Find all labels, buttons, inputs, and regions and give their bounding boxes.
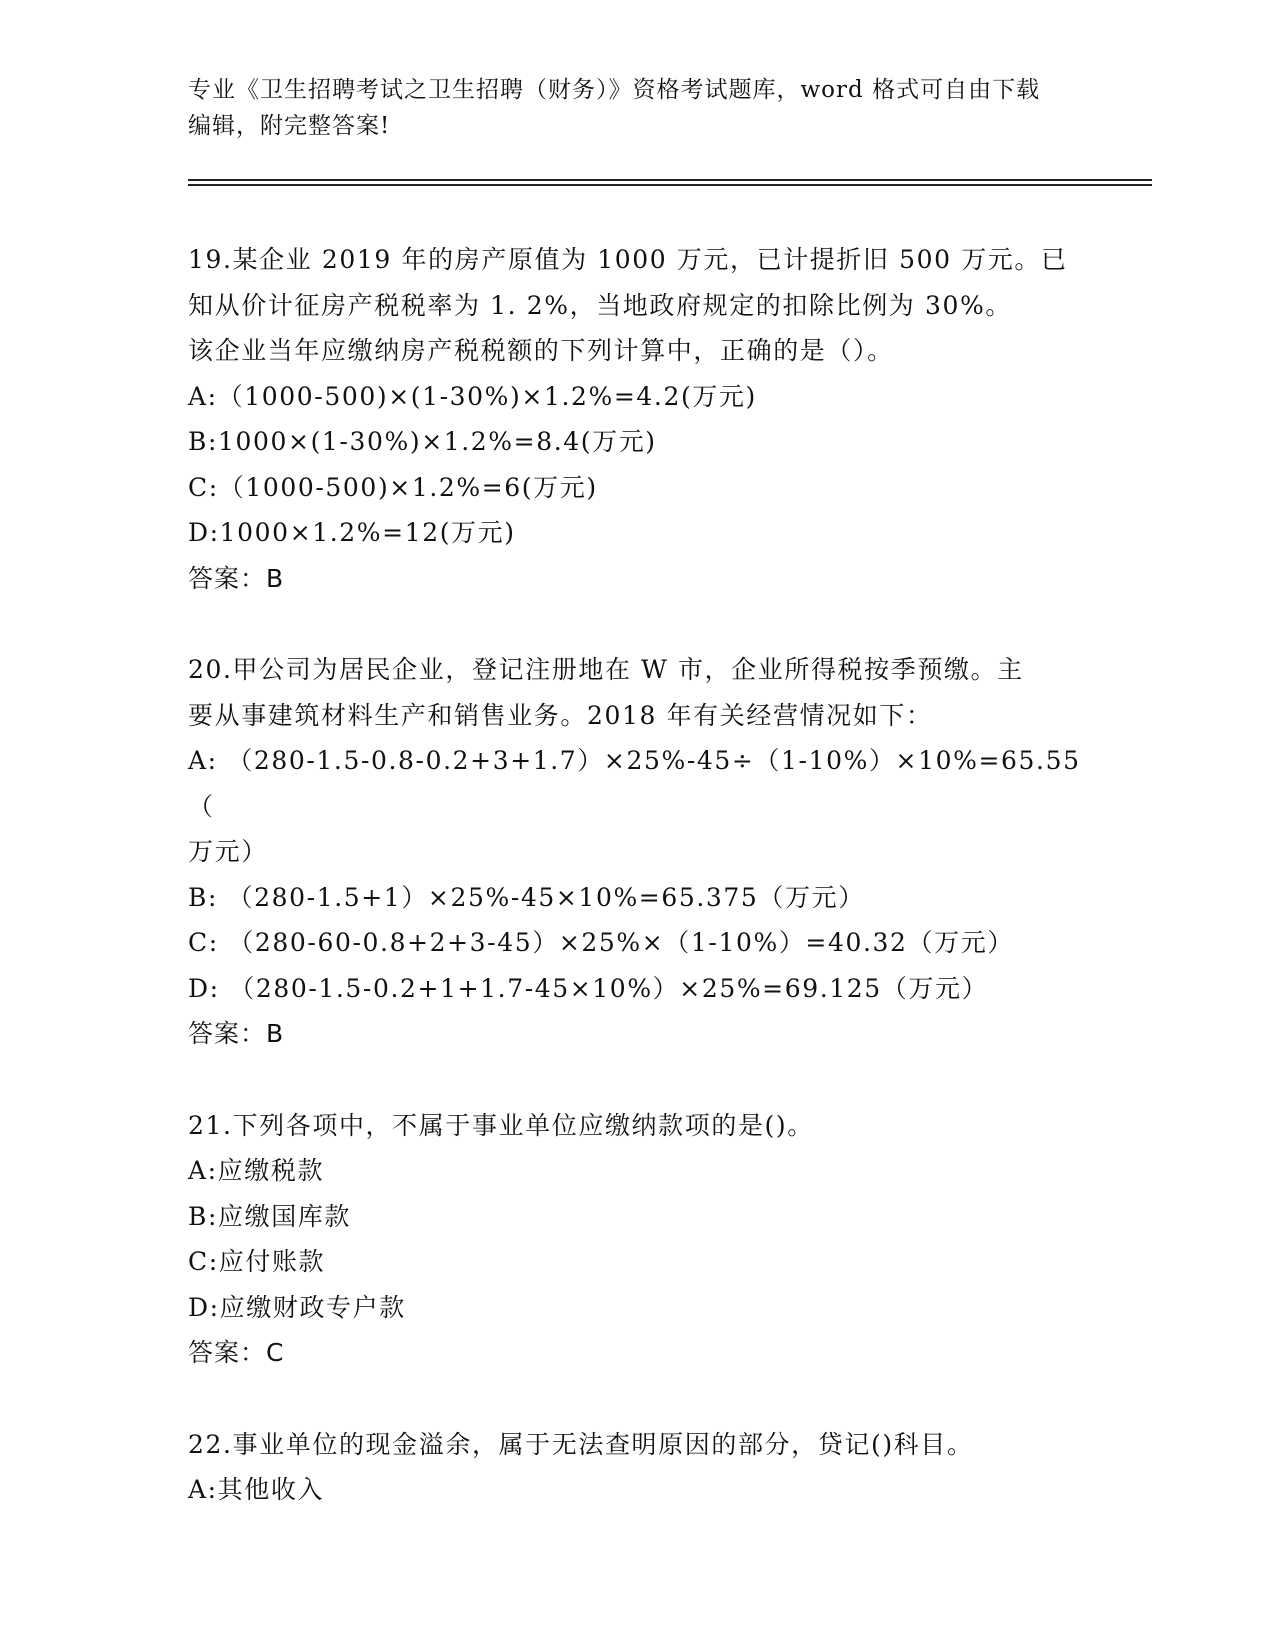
option-a: A:其他收入 bbox=[188, 1475, 325, 1504]
option-c: C: （280-60-0.8+2+3-45）×25%×（1-10%）=40.32（万元） bbox=[188, 928, 1014, 957]
question-list bbox=[188, 237, 1088, 1513]
answer-line: 答案：B bbox=[188, 1019, 285, 1048]
answer-line: 答案：C bbox=[188, 1338, 285, 1367]
answer-line: 答案：B bbox=[188, 563, 285, 593]
option-d: D:应缴财政专户款 bbox=[188, 1292, 406, 1322]
header-line-1: 专业《卫生招聘考试之卫生招聘（财务）》资格考试题库，word 格式可自由下载 bbox=[188, 77, 1041, 103]
option-b: B:应缴国库款 bbox=[188, 1201, 351, 1231]
document-header bbox=[188, 72, 1058, 144]
question-stem-line: 19.某企业 2019 年的房产原值为 1000 万元，已计提折旧 500 万元。已 bbox=[188, 245, 1068, 274]
question-stem-line: 知从价计征房产税税率为 1. 2%，当地政府规定的扣除比例为 30%。 bbox=[188, 290, 1012, 320]
option-c: C:（1000-500)×1.2%=6(万元) bbox=[188, 472, 598, 502]
option-d: D: （280-1.5-0.2+1+1.7-45×10%）×25%=69.125（万元） bbox=[188, 973, 989, 1003]
option-b: B:1000×(1-30%)×1.2%=8.4(万元) bbox=[188, 427, 657, 456]
option-a: A:应缴税款 bbox=[188, 1156, 325, 1185]
option-b: B: （280-1.5+1）×25%-45×10%=65.375（万元） bbox=[188, 882, 865, 912]
question-20 bbox=[188, 647, 1088, 1057]
question-stem-line: 该企业当年应缴纳房产税税额的下列计算中，正确的是（）。 bbox=[188, 336, 894, 365]
header-divider-bottom bbox=[188, 184, 1152, 186]
option-a: A:（1000-500)×(1-30%)×1.2%=4.2(万元) bbox=[188, 381, 757, 411]
question-stem-line: 20.甲公司为居民企业，登记注册地在 W 市，企业所得税按季预缴。主 bbox=[188, 655, 1024, 684]
header-divider-top bbox=[188, 179, 1152, 181]
option-d: D:1000×1.2%=12(万元) bbox=[188, 518, 516, 547]
header-line-2: 编辑，附完整答案! bbox=[188, 113, 391, 139]
question-19 bbox=[188, 237, 1088, 601]
option-a-continued: 万元） bbox=[188, 837, 268, 866]
question-22 bbox=[188, 1422, 1088, 1513]
option-a: A: （280-1.5-0.8-0.2+3+1.7）×25%-45÷（1-10%）×10%=65.55（ bbox=[188, 746, 1081, 821]
question-stem-line: 要从事建筑材料生产和销售业务。2018 年有关经营情况如下： bbox=[188, 700, 933, 730]
question-stem-line: 21.下列各项中，不属于事业单位应缴纳款项的是()。 bbox=[188, 1110, 814, 1140]
question-stem-line: 22.事业单位的现金溢余，属于无法查明原因的部分，贷记()科目。 bbox=[188, 1429, 974, 1459]
option-c: C:应付账款 bbox=[188, 1247, 326, 1276]
question-21 bbox=[188, 1103, 1088, 1376]
